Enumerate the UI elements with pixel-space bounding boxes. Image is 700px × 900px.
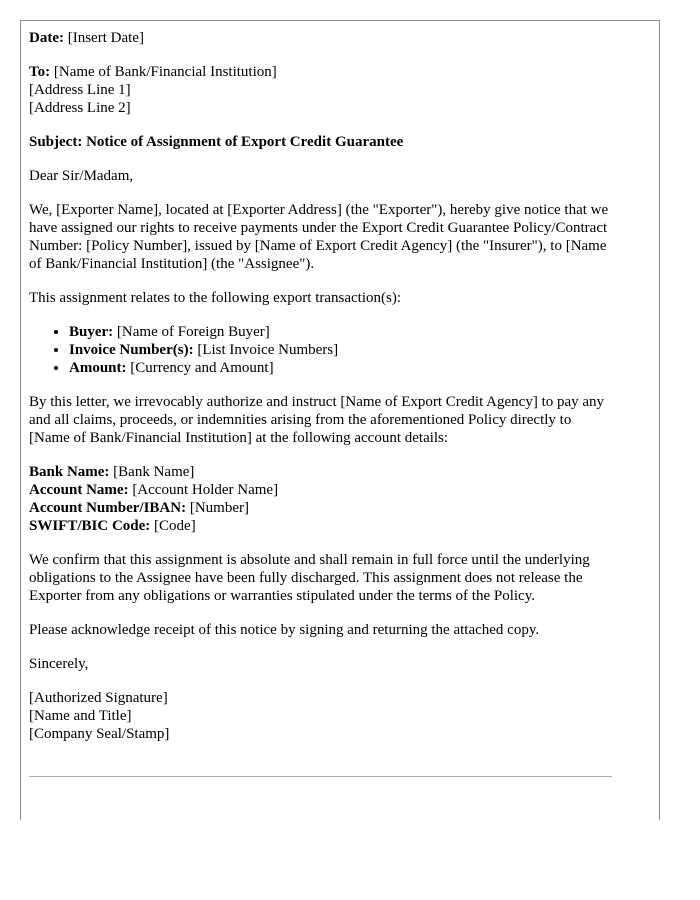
subject-line — [29, 133, 614, 151]
date-value: [Insert Date] — [67, 30, 144, 46]
account-label: Account Number/IBAN: — [29, 500, 187, 516]
company-seal-line: [Company Seal/Stamp] — [29, 726, 170, 742]
recipient-address-line-2: [Address Line 2] — [29, 100, 131, 116]
transaction-value: [Name of Foreign Buyer] — [116, 324, 270, 340]
recipient-block — [29, 63, 614, 117]
recipient-label: To: — [29, 64, 51, 80]
account-row — [29, 499, 614, 517]
paragraph-authorization: By this letter, we irrevocably authorize and instruct [Name of Export Credit Agency] to pay any and all claims, proceeds, or indemnities arising from the aforementioned Policy directly to [Name of Bank/Financial Institution] at the following account details: — [29, 394, 605, 446]
transaction-list — [29, 323, 614, 377]
salutation: Dear Sir/Madam, — [29, 168, 134, 184]
account-label: Account Name: — [29, 482, 129, 498]
account-row — [29, 517, 614, 535]
account-row — [29, 481, 614, 499]
paragraph-confirmation: We confirm that this assignment is absolute and shall remain in full force until the underlying obligations to the Assignee have been fully discharged. This assignment does not release the Exporter from any obligations or warranties stipulated under the terms of the Policy. — [29, 552, 590, 604]
footer-divider — [29, 776, 612, 777]
account-row — [29, 463, 614, 481]
subject-text: Subject: Notice of Assignment of Export Credit Guarantee — [29, 134, 404, 150]
closing: Sincerely, — [29, 656, 89, 672]
paragraph-acknowledge: Please acknowledge receipt of this notice by signing and returning the attached copy. — [29, 622, 540, 638]
paragraph-transactions-intro: This assignment relates to the following export transaction(s): — [29, 290, 401, 306]
recipient-name: [Name of Bank/Financial Institution] — [53, 64, 277, 80]
date-line — [29, 29, 614, 47]
account-value: [Account Holder Name] — [132, 482, 279, 498]
paragraph-notice: We, [Exporter Name], located at [Exporter Address] (the "Exporter"), hereby give notice that we have assigned our rights to receive payments under the Export Credit Guarantee Policy/Contract Number: [Policy Number], issued by [Name of Export Credit Agency] (the "Insurer"), to [Name of Bank/Financial Institution] (the "Assignee"). — [29, 202, 609, 272]
transaction-value: [Currency and Amount] — [130, 360, 274, 376]
transaction-label: Invoice Number(s): — [69, 342, 194, 358]
recipient-name-line — [29, 63, 614, 81]
recipient-address-line-1: [Address Line 1] — [29, 82, 131, 98]
list-item — [69, 341, 614, 359]
list-item — [69, 359, 614, 377]
date-label: Date: — [29, 30, 64, 46]
account-value: [Number] — [189, 500, 249, 516]
signature-block — [29, 689, 614, 743]
account-label: Bank Name: — [29, 464, 110, 480]
account-value: [Bank Name] — [113, 464, 195, 480]
transaction-label: Amount: — [69, 360, 127, 376]
signature-line: [Authorized Signature] — [29, 690, 168, 706]
transaction-value: [List Invoice Numbers] — [197, 342, 339, 358]
name-title-line: [Name and Title] — [29, 708, 132, 724]
account-value: [Code] — [154, 518, 196, 534]
list-item — [69, 323, 614, 341]
account-details — [29, 463, 614, 535]
letter-body — [29, 29, 614, 759]
transaction-label: Buyer: — [69, 324, 114, 340]
account-label: SWIFT/BIC Code: — [29, 518, 151, 534]
